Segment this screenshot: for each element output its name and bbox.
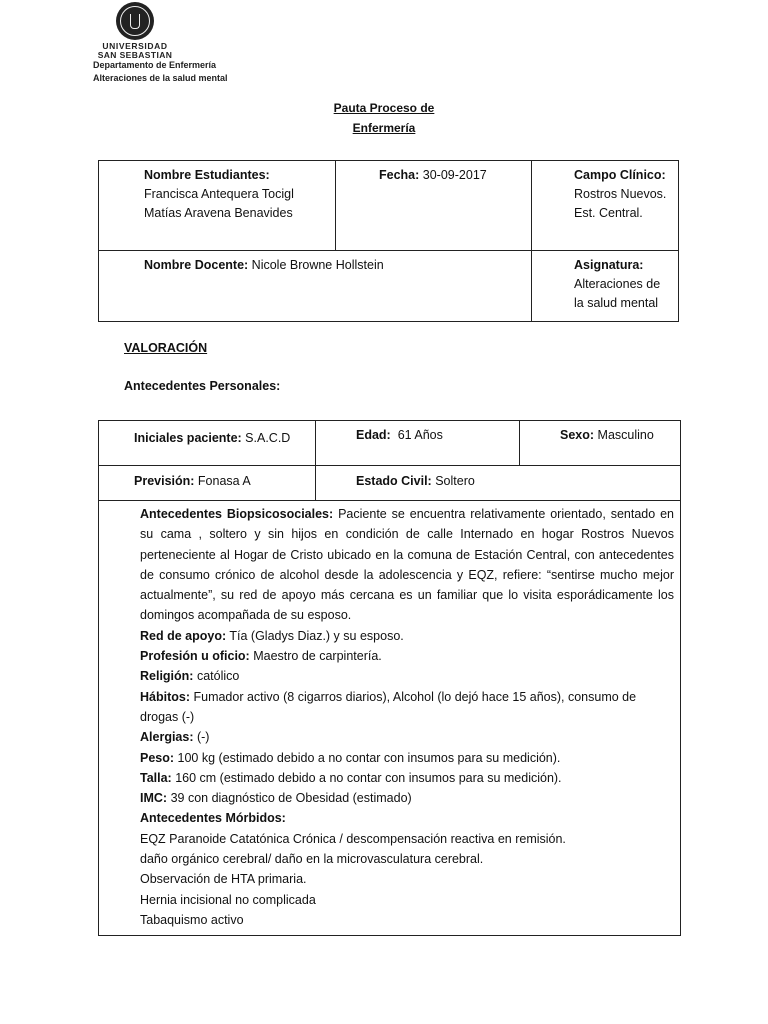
teacher-label: Nombre Docente: [144, 258, 249, 272]
habits: Hábitos: Fumador activo (8 cigarros diarios), Alcohol (lo dejó hace 15 años), consumo de drogas (-) [140, 689, 637, 724]
weight: Peso: 100 kg (estimado debido a no contar con insumos para su medición). [140, 750, 561, 765]
prevision-value: Fonasa A [197, 474, 251, 488]
morbid-item: Tabaquismo activo [140, 912, 244, 927]
morbid-item: Hernia incisional no complicada [140, 892, 316, 907]
subject-line: Alteraciones de [574, 277, 661, 291]
biopsychosocial-paragraph [140, 504, 674, 626]
date-label: Fecha: [379, 168, 420, 182]
university-seal-icon [116, 2, 154, 40]
civil-status-label: Estado Civil: [356, 474, 432, 488]
age-value: 61 Años [397, 428, 443, 442]
campus-line: Est. Central. [574, 206, 643, 220]
biopsychosocial-cell [99, 501, 681, 936]
date-value: 30-09-2017 [422, 168, 487, 182]
date-cell [336, 161, 532, 251]
age-label: Edad: [356, 428, 391, 442]
civil-status-value: Soltero [435, 474, 475, 488]
subject-cell [532, 251, 679, 322]
patient-table [98, 420, 681, 936]
students-cell [99, 161, 336, 251]
morbid-item: EQZ Paranoide Catatónica Crónica / descompensación reactiva en remisión. [140, 831, 566, 846]
course-name: Alteraciones de la salud mental [93, 73, 228, 83]
campus-label: Campo Clínico: [574, 168, 666, 182]
document-title-line2: Enfermería [352, 121, 416, 135]
biopsychosocial-text: Paciente se encuentra relativamente orientado, sentado en su cama , soltero y sin hijos en condición de calle Internado en hogar Rostros Nuevos perteneciente al Hogar de Cristo ubicado en la comuna de Estación Central, con antecedentes de consumo crónico de alcohol desde la adolescencia y EQZ, refiere: “sentirse mucho mejor actualmente”, su red de apoyo más cercana es un familiar que lo visita esporádicamente los domingos acompañada de su esposo. [140, 507, 674, 623]
student-name: Francisca Antequera Tocigl [144, 187, 294, 201]
university-name-line2: SAN SEBASTIAN [97, 50, 173, 60]
age-cell [316, 421, 520, 466]
prevision-cell [99, 466, 316, 501]
teacher-cell [99, 251, 532, 322]
university-logo [95, 2, 185, 60]
department-name: Departamento de Enfermería [93, 60, 217, 70]
personal-history-heading: Antecedentes Personales: [124, 379, 281, 393]
prevision-label: Previsión: [134, 474, 195, 488]
subject-line: la salud mental [574, 296, 659, 310]
student-name: Matías Aravena Benavides [144, 206, 293, 220]
subject-label: Asignatura: [574, 258, 644, 272]
religion: Religión: católico [140, 669, 240, 684]
teacher-value: Nicole Browne Hollstein [251, 258, 384, 272]
sex-label: Sexo: [560, 428, 595, 442]
initials-label: Iniciales paciente: [134, 431, 242, 445]
morbid-item: daño orgánico cerebral/ daño en la microvasculatura cerebral. [140, 852, 484, 867]
sex-value: Masculino [597, 428, 654, 442]
info-table [98, 160, 679, 322]
document-title-line1: Pauta Proceso de [333, 101, 435, 115]
students-label: Nombre Estudiantes: [144, 168, 270, 182]
bmi: IMC: 39 con diagnóstico de Obesidad (estimado) [140, 791, 412, 806]
campus-cell [532, 161, 679, 251]
biopsychosocial-label: Antecedentes Biopsicosociales: [140, 507, 334, 521]
morbid-history-label: Antecedentes Mórbidos: [140, 811, 286, 826]
university-name-line1: UNIVERSIDAD [102, 41, 168, 51]
allergies: Alergias: (-) [140, 730, 210, 745]
profession: Profesión u oficio: Maestro de carpintería. [140, 649, 382, 664]
support-network: Red de apoyo: Tía (Gladys Diaz.) y su esposo. [140, 628, 404, 643]
valoracion-heading: VALORACIÓN [124, 341, 208, 355]
initials-cell [99, 421, 316, 466]
civil-status-cell [316, 466, 681, 501]
height: Talla: 160 cm (estimado debido a no contar con insumos para su medición). [140, 770, 562, 785]
sex-cell [520, 421, 681, 466]
morbid-item: Observación de HTA primaria. [140, 872, 307, 887]
initials-value: S.A.C.D [245, 431, 291, 445]
campus-line: Rostros Nuevos. [574, 187, 667, 201]
